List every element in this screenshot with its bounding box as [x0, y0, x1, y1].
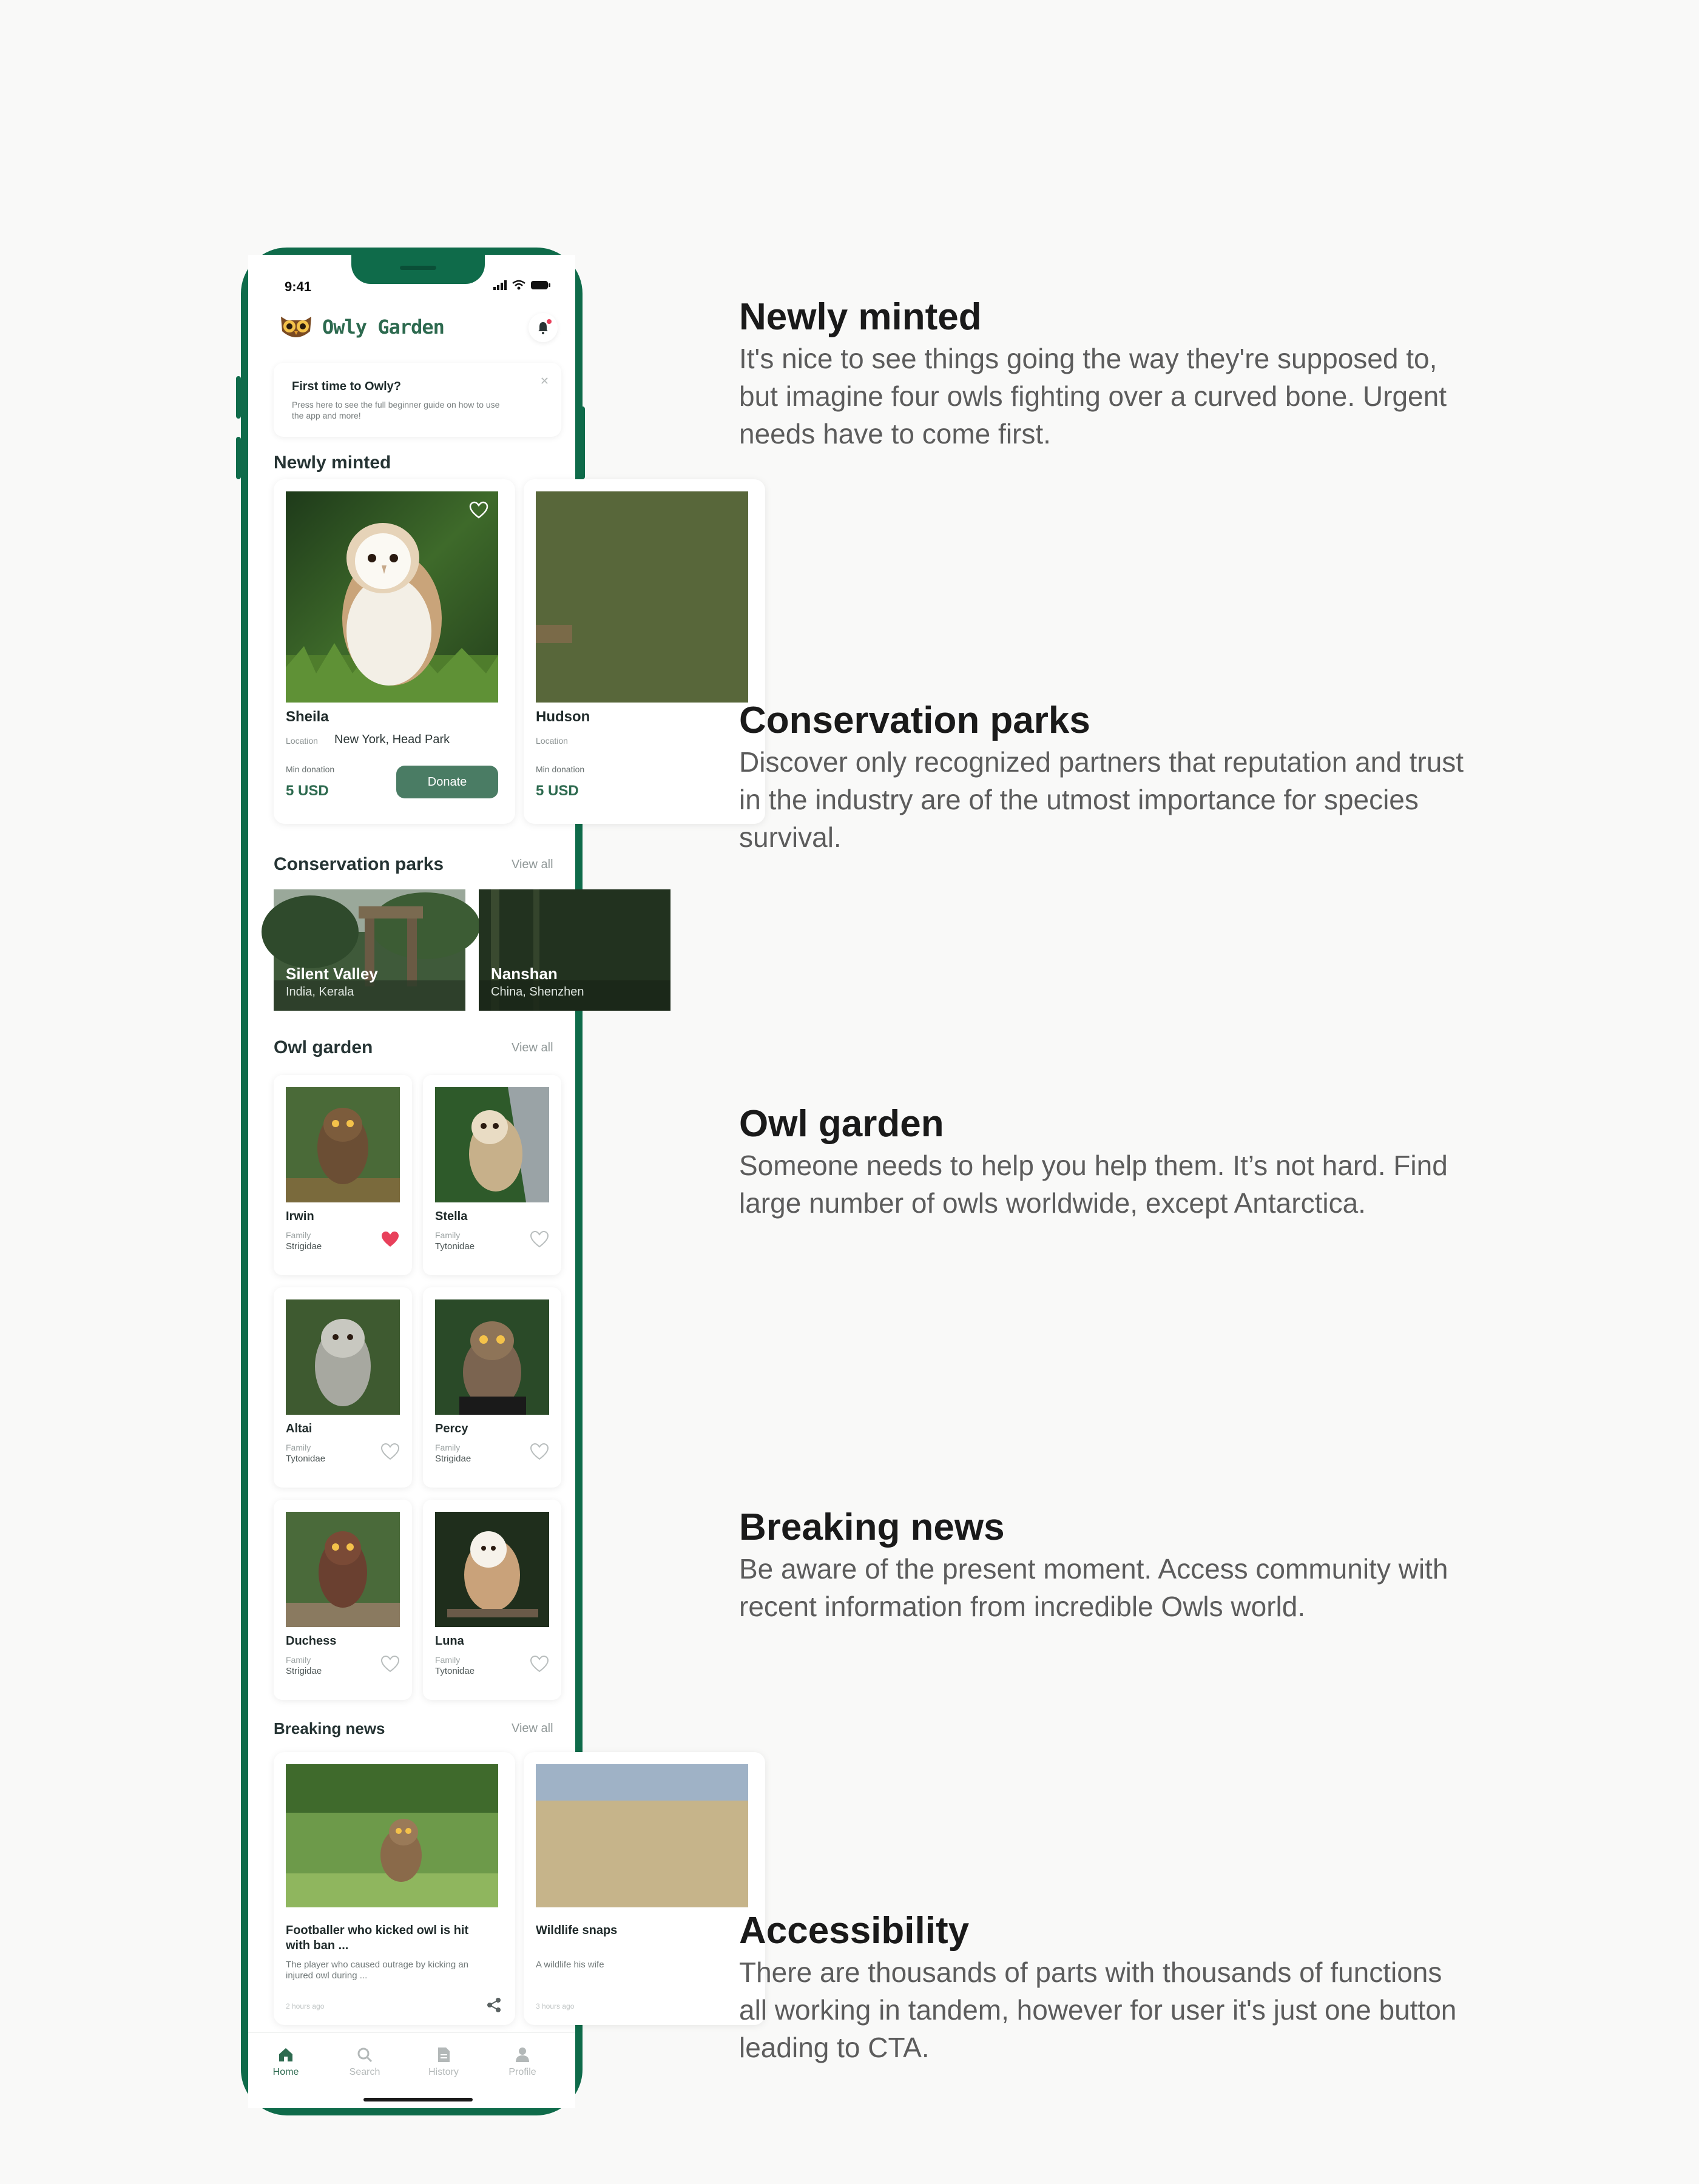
news-card[interactable]: [274, 1752, 515, 2025]
min-donation-value: 5 USD: [536, 783, 579, 799]
owl-garden-card[interactable]: [274, 1287, 412, 1488]
owl-photo: [286, 1299, 400, 1415]
min-donation-value: 5 USD: [286, 783, 329, 799]
document-icon: [435, 2046, 452, 2063]
feature-title: Newly minted: [739, 296, 982, 338]
min-donation-label: Min donation: [286, 764, 335, 774]
news-view-all-link[interactable]: View all: [512, 1722, 553, 1735]
parks-view-all-link[interactable]: View all: [512, 858, 553, 871]
phone-frame: [241, 248, 618, 2115]
park-location: China, Shenzhen: [491, 985, 584, 999]
status-icons: [493, 280, 551, 290]
owl-garden-card[interactable]: [274, 1075, 412, 1275]
park-name: Nanshan: [491, 965, 558, 983]
heart-outline-icon: [530, 1230, 549, 1249]
phone-notch: [351, 254, 485, 284]
owl-name: Duchess: [286, 1634, 337, 1648]
news-time: 3 hours ago: [536, 2002, 575, 2010]
favorite-button[interactable]: [380, 1443, 400, 1464]
app-title: Owly Garden: [322, 315, 444, 339]
owl-garden-card[interactable]: [274, 1500, 412, 1700]
park-card[interactable]: [274, 889, 465, 1011]
min-donation-label: Min donation: [536, 764, 585, 774]
owl-garden-title: Owl garden: [274, 1037, 373, 1057]
owl-garden-card[interactable]: [423, 1500, 561, 1700]
owl-name: Altai: [286, 1422, 312, 1435]
feature-text: It's nice to see things going the way they're supposed to, but imagine four owls fighting over a curved bone. Urgent needs have to come first.: [739, 343, 1447, 450]
feature-block: [739, 1506, 1467, 1625]
signal-icon: [493, 280, 507, 290]
news-title: Footballer who kicked owl is hit with ban ...: [286, 1924, 469, 1952]
family-label: Family: [435, 1443, 461, 1452]
owl-name: Hudson: [536, 709, 590, 725]
park-name: Silent Valley: [286, 965, 378, 983]
news-photo: [536, 1764, 748, 1907]
owl-name: Percy: [435, 1422, 468, 1435]
heart-outline-icon: [380, 1443, 400, 1461]
news-card[interactable]: [524, 1752, 765, 2025]
tab-home[interactable]: [262, 2046, 310, 2078]
wifi-icon: [512, 280, 525, 290]
tab-label: History: [428, 2067, 459, 2077]
location-label: Location: [286, 736, 318, 746]
feature-title: Accessibility: [739, 1910, 970, 1952]
close-icon[interactable]: ✕: [539, 375, 549, 387]
feature-text: Someone needs to help you help them. It’s not hard. Find large number of owls worldwide, except Antarctica.: [739, 1150, 1448, 1219]
heart-filled-icon: [380, 1230, 400, 1249]
tab-profile[interactable]: [498, 2046, 547, 2078]
app-header: [279, 309, 558, 346]
owl-card[interactable]: [274, 479, 515, 824]
newly-minted-title: Newly minted: [274, 453, 391, 473]
app-screen: [248, 255, 618, 2108]
donate-button[interactable]: Donate: [396, 766, 498, 798]
feature-title: Breaking news: [739, 1506, 1005, 1548]
news-subtitle: The player who caused outrage by kicking an injured owl during ...: [286, 1960, 469, 1981]
owl-photo: [435, 1299, 549, 1415]
family-value: Tytonidae: [435, 1666, 475, 1676]
tab-label: Profile: [508, 2067, 536, 2077]
feature-block: [739, 1103, 1467, 1222]
owl-name: Irwin: [286, 1210, 314, 1223]
feature-title: Conservation parks: [739, 699, 1090, 741]
news-time: 2 hours ago: [286, 2002, 325, 2010]
tab-label: Home: [272, 2067, 299, 2077]
owl-photo: [286, 1087, 400, 1202]
guide-title: First time to Owly?: [292, 380, 402, 393]
heart-outline-icon: [530, 1443, 549, 1461]
favorite-button[interactable]: [530, 1230, 549, 1252]
heart-outline-icon: [469, 501, 488, 519]
favorite-button[interactable]: [530, 1655, 549, 1676]
feature-text: Discover only recognized partners that reputation and trust in the industry are of the utmost importance for species survival.: [739, 746, 1464, 853]
owl-photo: [435, 1512, 549, 1627]
family-label: Family: [286, 1443, 311, 1452]
guide-text: Press here to see the full beginner guide on how to use the app and more!: [292, 400, 500, 420]
owl-logo-icon: [279, 313, 314, 340]
news-title: Wildlife snaps: [536, 1924, 618, 1937]
heart-outline-icon: [380, 1655, 400, 1673]
owl-card[interactable]: [524, 479, 765, 824]
news-subtitle: A wildlife his wife: [536, 1960, 604, 1970]
location-value: New York, Head Park: [334, 733, 450, 746]
share-button[interactable]: [486, 1997, 502, 2016]
family-value: Tytonidae: [286, 1454, 326, 1464]
heart-outline-icon: [530, 1655, 549, 1673]
owl-photo: [435, 1087, 549, 1202]
breaking-news-title: Breaking news: [274, 1719, 385, 1737]
favorite-button[interactable]: [469, 501, 488, 522]
share-icon: [486, 1997, 502, 2013]
status-time: 9:41: [285, 279, 312, 294]
home-icon: [277, 2046, 294, 2063]
garden-view-all-link[interactable]: View all: [512, 1041, 553, 1054]
feature-title: Owl garden: [739, 1103, 944, 1145]
battery-icon: [530, 280, 551, 290]
family-label: Family: [286, 1230, 311, 1240]
feature-block: [739, 296, 1467, 453]
tab-history[interactable]: [419, 2046, 468, 2078]
owl-name: Stella: [435, 1210, 468, 1223]
tab-search[interactable]: [340, 2046, 389, 2078]
feature-text: There are thousands of parts with thousands of functions all working in tandem, however for user it's just one button leading to CTA.: [739, 1956, 1457, 2063]
family-value: Strigidae: [286, 1241, 322, 1252]
owl-name: Luna: [435, 1634, 464, 1648]
owl-garden-card[interactable]: [423, 1075, 561, 1275]
owl-garden-card[interactable]: [423, 1287, 561, 1488]
feature-block: [739, 1910, 1467, 2066]
family-value: Tytonidae: [435, 1241, 475, 1252]
family-label: Family: [286, 1655, 311, 1665]
owl-photo: [286, 1512, 400, 1627]
person-icon: [514, 2046, 531, 2063]
search-icon: [356, 2046, 373, 2063]
beginner-guide-banner[interactable]: [274, 363, 561, 437]
feature-text: Be aware of the present moment. Access community with recent information from incredible Owls world.: [739, 1553, 1448, 1622]
phone-side-button: [236, 376, 241, 419]
notification-dot: [546, 318, 553, 325]
owl-photo: [536, 491, 748, 703]
news-photo: [286, 1764, 498, 1907]
family-value: Strigidae: [435, 1454, 471, 1464]
bottom-tab-bar: [248, 2032, 575, 2108]
tab-label: Search: [349, 2067, 380, 2077]
favorite-button[interactable]: [380, 1655, 400, 1676]
phone-side-button: [236, 437, 241, 479]
owl-photo: [286, 491, 498, 703]
notifications-button[interactable]: [529, 313, 558, 342]
park-card[interactable]: [479, 889, 670, 1011]
family-label: Family: [435, 1230, 461, 1240]
family-value: Strigidae: [286, 1666, 322, 1676]
favorite-button[interactable]: [530, 1443, 549, 1464]
park-location: India, Kerala: [286, 985, 354, 999]
home-indicator: [363, 2098, 473, 2101]
owl-name: Sheila: [286, 709, 329, 725]
conservation-parks-title: Conservation parks: [274, 854, 444, 874]
location-label: Location: [536, 736, 568, 746]
favorite-button[interactable]: [380, 1230, 400, 1252]
family-label: Family: [435, 1655, 461, 1665]
feature-block: [739, 699, 1467, 856]
